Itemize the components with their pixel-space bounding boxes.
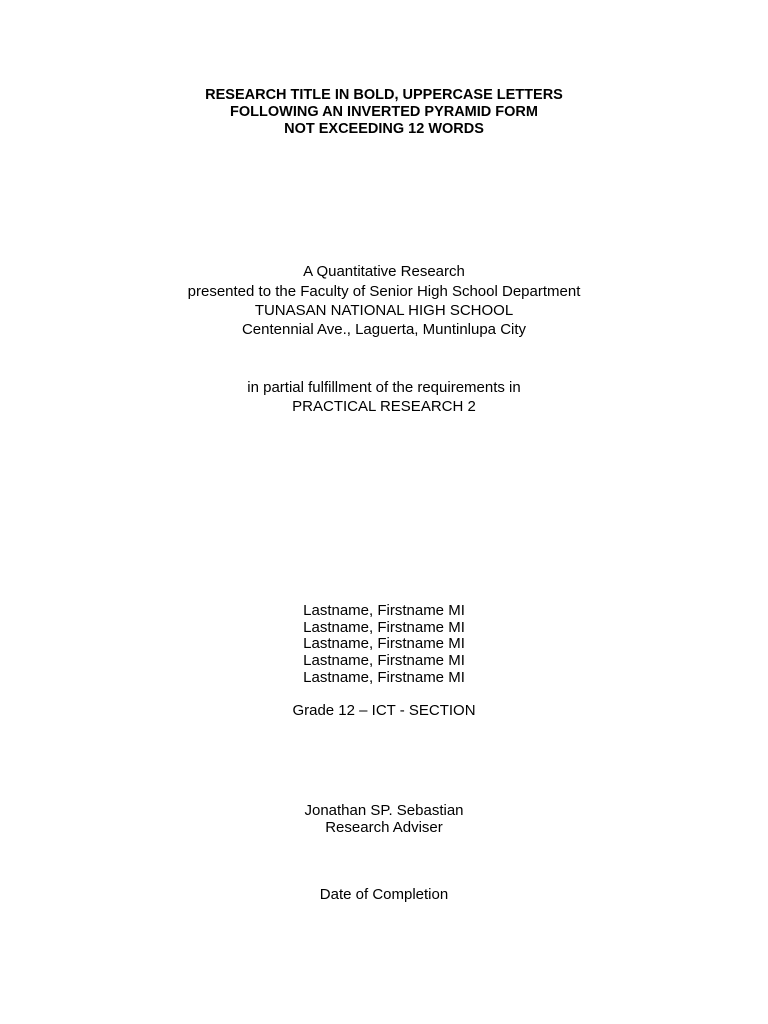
- fulfillment-statement: in partial fulfillment of the requirements in: [247, 379, 521, 396]
- research-title-line-1: RESEARCH TITLE IN BOLD, UPPERCASE LETTERS: [205, 87, 563, 103]
- date-of-completion: Date of Completion: [319, 886, 449, 903]
- author-name: Lastname, Firstname MI: [303, 602, 465, 619]
- school-name: TUNASAN NATIONAL HIGH SCHOOL: [254, 302, 514, 319]
- grade-section: Grade 12 – ICT - SECTION: [292, 702, 476, 719]
- presented-to: presented to the Faculty of Senior High School Department: [187, 283, 581, 300]
- research-type: A Quantitative Research: [303, 263, 465, 280]
- adviser-role: Research Adviser: [325, 819, 443, 836]
- school-address: Centennial Ave., Laguerta, Muntinlupa City: [241, 321, 527, 338]
- author-name: Lastname, Firstname MI: [303, 669, 465, 686]
- adviser-name: Jonathan SP. Sebastian: [304, 802, 464, 819]
- subject-name: PRACTICAL RESEARCH 2: [292, 398, 476, 415]
- author-name: Lastname, Firstname MI: [303, 635, 465, 652]
- research-title-line-3: NOT EXCEEDING 12 WORDS: [284, 121, 484, 137]
- author-name: Lastname, Firstname MI: [303, 652, 465, 669]
- author-name: Lastname, Firstname MI: [303, 619, 465, 636]
- research-title-line-2: FOLLOWING AN INVERTED PYRAMID FORM: [230, 104, 538, 120]
